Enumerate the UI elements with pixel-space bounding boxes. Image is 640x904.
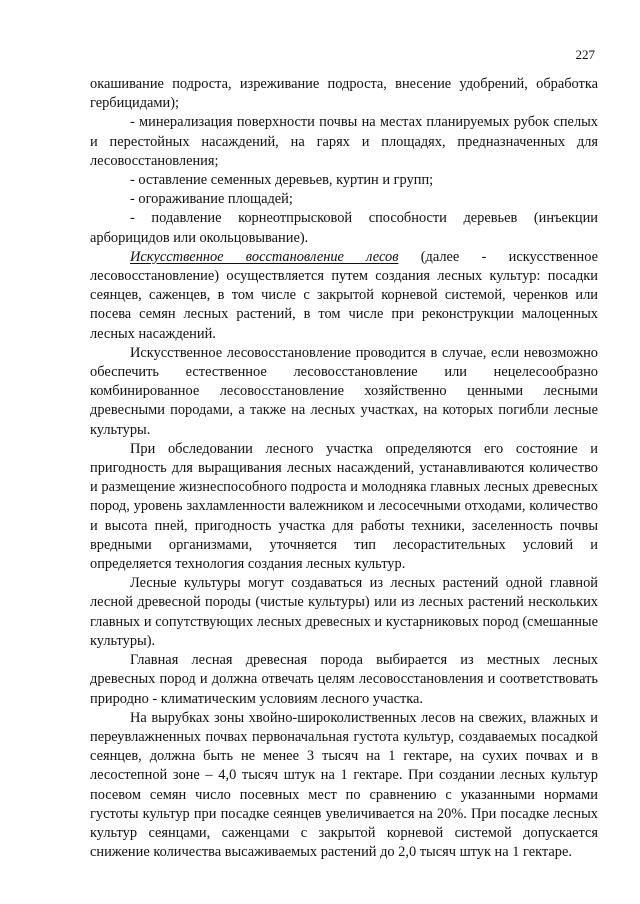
- paragraph-text: Главная лесная древесная порода выбирается из местных лесных древесных пород и должна отвечать целям лесовосстановления и соответствовать природно - климатическим условиям лесного участка.: [90, 652, 598, 707]
- paragraph: [90, 113, 598, 171]
- paragraph-text: На вырубках зоны хвойно-широколиственных лесов на свежих, влажных и переувлажненных почвах первоначальная густота культур, создаваемых посадкой сеянцев, должна быть не менее 3 тысяч на 1 гектаре, на сухих почвах и в лесостепной зоне – 4,0 тысяч штук на 1 гектаре. При создании лесных культур посевом семян число посевных мест по сравнению с указанными нормами густоты культур при посадке сеянцев увеличивается на 20%. При посадке лесных культур сеянцами, саженцами с закрытой корневой системой допускается снижение количества высаживаемых растений до 2,0 тысяч штук на 1 гектаре.: [90, 709, 598, 861]
- paragraph-text: - подавление корнеотпрысковой способности деревьев (инъекции арборицидов или окольцовывание).: [90, 210, 598, 246]
- paragraph: [90, 248, 598, 344]
- paragraph: [90, 344, 598, 440]
- document-body: [90, 75, 598, 862]
- paragraph: [90, 574, 598, 651]
- paragraph: [90, 171, 598, 190]
- paragraph-text: (далее - искусственное лесовосстановление) осуществляется путем создания лесных культур: посадки сеянцев, саженцев, в том числе с закрытой корневой системой, черенков или посева семян лесных растений, в том числе при реконструкции малоценных лесных насаждений.: [90, 248, 599, 342]
- paragraph-text: Лесные культуры могут создаваться из лесных растений одной главной лесной древесной породы (чистые культуры) или из лесных растений нескольких главных и сопутствующих лесных древесных и кустарниковых пород (смешанные культуры).: [90, 575, 598, 649]
- paragraph: [90, 709, 598, 863]
- paragraph-text: При обследовании лесного участка определяются его состояние и пригодность для выращивания лесных насаждений, устанавливаются количество и размещение жизнеспособного подроста и молодняка главных лесных древесных пород, уровень захламленности валежником и лесосечными отходами, количество и высота пней, пригодность участка для работы техники, заселенность почвы вредными организмами, уточняется тип лесорастительных условий и определяется технология создания лесных культур.: [90, 440, 598, 573]
- paragraph: [90, 651, 598, 709]
- paragraph: [90, 440, 598, 574]
- paragraph-text: - оставление семенных деревьев, куртин и групп;: [130, 172, 434, 189]
- paragraph-text: окашивание подроста, изреживание подроста, внесение удобрений, обработка гербицидами);: [90, 76, 598, 112]
- page-number: 227: [575, 47, 595, 62]
- paragraph-text: - минерализация поверхности почвы на местах планируемых рубок спелых и перестойных насаждений, на гарях и площадях, предназначенных для лесовосстановления;: [90, 114, 598, 169]
- defined-term: Искусственное восстановление лесов: [130, 248, 399, 265]
- paragraph-text: Искусственное лесовосстановление проводится в случае, если невозможно обеспечить естественное лесовосстановление или нецелесообразно комбинированное лесовосстановление хозяйственно ценными лесными древесными породами, а также на лесных участках, на которых погибли лесные культуры.: [90, 344, 598, 438]
- paragraph: [90, 75, 598, 113]
- paragraph: [90, 209, 598, 247]
- paragraph: [90, 190, 598, 209]
- paragraph-text: - огораживание площадей;: [130, 191, 293, 208]
